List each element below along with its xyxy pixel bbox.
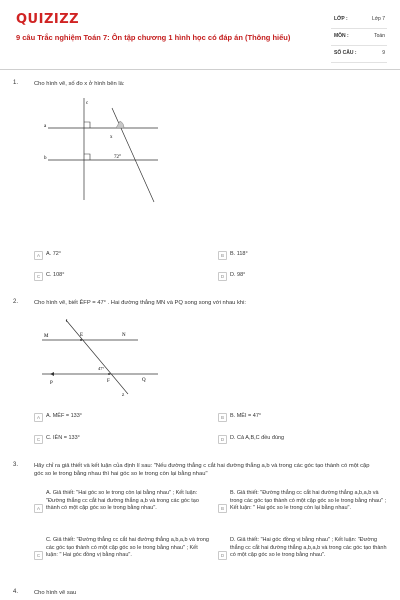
- meta-table: [331, 12, 387, 63]
- subject-value: Toán: [374, 33, 385, 39]
- fig1-label-a: a: [44, 124, 47, 129]
- option-1d[interactable]: D. 98°: [230, 272, 246, 278]
- subject-label: MÔN :: [334, 33, 349, 39]
- option-3a[interactable]: A. Giả thiết: "Hai góc so le trong còn lại bằng nhau" ; Kết luận: "Đường thẳng cc cắt hai đường thẳng a,b và trong các góc tạo thành có một cặp góc so le trong bằng nhau".: [46, 490, 199, 511]
- meta-row-class: [331, 12, 387, 29]
- question-1-text: Cho hình vẽ, số đo x ở hình bên là:: [34, 81, 125, 87]
- option-1b[interactable]: B. 118°: [230, 251, 248, 257]
- quizizz-logo: QUIZIZZ: [16, 12, 80, 27]
- option-3c[interactable]: C. Giả thiết: "Đường thẳng cc cắt hai đường thẳng a,b,a,b và trong các góc tạo thành có một cặp góc so le trong bằng nhau" ; Kết luận: " Hai góc đồng vị bằng nhau".: [46, 537, 209, 558]
- class-label: LỚP :: [334, 16, 348, 22]
- option-2a-badge[interactable]: A: [34, 413, 43, 422]
- question-3-text: Hãy chỉ ra giả thiết và kết luận của định lí sau: "Nếu đường thẳng c cắt hai đường thẳng a,b và trong các góc tạo thành có một cặp góc so le trong bằng nhau thì hai góc so le trong còn lại bằng nhau": [34, 463, 370, 477]
- header: [0, 0, 400, 68]
- question-4-text: Cho hình vẽ sau: [34, 590, 77, 596]
- option-1d-badge[interactable]: D: [218, 272, 227, 281]
- fig2-label-e: E: [80, 333, 84, 338]
- option-3a-badge[interactable]: A: [34, 504, 43, 513]
- count-value: 9: [382, 50, 385, 56]
- meta-row-count: [331, 46, 387, 63]
- meta-row-subject: [331, 29, 387, 46]
- option-3b[interactable]: B. Giả thiết: "Đường thẳng cc cắt hai đường thẳng a,b,a,b và trong các góc tạo thành có một cặp góc so le trong bằng nhau" ; Kết luận: " Hai góc so le trong còn lại bằng nhau".: [230, 490, 387, 511]
- fig2-label-f: F: [107, 379, 110, 384]
- fig2-label-p: P: [50, 381, 53, 386]
- option-1b-badge[interactable]: B: [218, 251, 227, 260]
- fig1-label-c: c: [86, 101, 89, 106]
- option-2d[interactable]: D. Cả A,B,C đều đúng: [230, 435, 285, 441]
- document-title: 9 câu Trắc nghiệm Toán 7: Ôn tập chương 1 hình học có đáp án (Thông hiểu): [16, 33, 291, 42]
- option-3b-badge[interactable]: B: [218, 504, 227, 513]
- option-3d[interactable]: D. Giả thiết: "Hai góc đồng vị bằng nhau" ; Kết luận: "Đường thẳng cc cắt hai đường thẳng a,b,a,b và trong các góc tạo thành có một cặp góc so le trong bằng nhau".: [230, 537, 387, 558]
- fig1-label-angle: 72°: [114, 155, 121, 160]
- option-3c-badge[interactable]: C: [34, 551, 43, 560]
- fig2-label-angle: 47°: [98, 366, 105, 371]
- count-label: SỐ CÂU :: [334, 50, 357, 56]
- option-3d-badge[interactable]: D: [218, 551, 227, 560]
- class-value: Lớp 7: [371, 16, 385, 22]
- option-2c[interactable]: C. IÊN = 133°: [46, 435, 80, 441]
- option-2b[interactable]: B. MÊI = 47°: [230, 413, 262, 419]
- question-2-text: Cho hình vẽ, biết ÊFP = 47° . Hai đường thẳng MN và PQ song song với nhau khi:: [34, 300, 247, 306]
- option-2c-badge[interactable]: C: [34, 435, 43, 444]
- option-1a-badge[interactable]: A: [34, 251, 43, 260]
- fig1-label-x: x: [110, 135, 113, 140]
- fig1-label-b: b: [44, 156, 47, 161]
- fig2-label-z: z: [122, 393, 125, 398]
- header-divider: [0, 69, 400, 70]
- question-4-number: 4.: [13, 589, 19, 595]
- fig2-label-m: M: [44, 334, 49, 339]
- question-3-number: 3.: [13, 462, 19, 468]
- fig2-label-n: N: [122, 333, 126, 338]
- option-2d-badge[interactable]: D: [218, 435, 227, 444]
- option-1c[interactable]: C. 108°: [46, 272, 65, 278]
- question-2-number: 2.: [13, 299, 19, 305]
- question-2-figure: [38, 314, 162, 400]
- fig2-label-t: t: [66, 319, 68, 324]
- option-1c-badge[interactable]: C: [34, 272, 43, 281]
- question-1-number: 1.: [13, 80, 19, 86]
- fig2-label-q: Q: [142, 378, 146, 383]
- option-1a[interactable]: A. 72°: [46, 251, 62, 257]
- option-2a[interactable]: A. MÊF = 133°: [46, 413, 82, 419]
- option-2b-badge[interactable]: B: [218, 413, 227, 422]
- question-1-figure: [40, 96, 170, 204]
